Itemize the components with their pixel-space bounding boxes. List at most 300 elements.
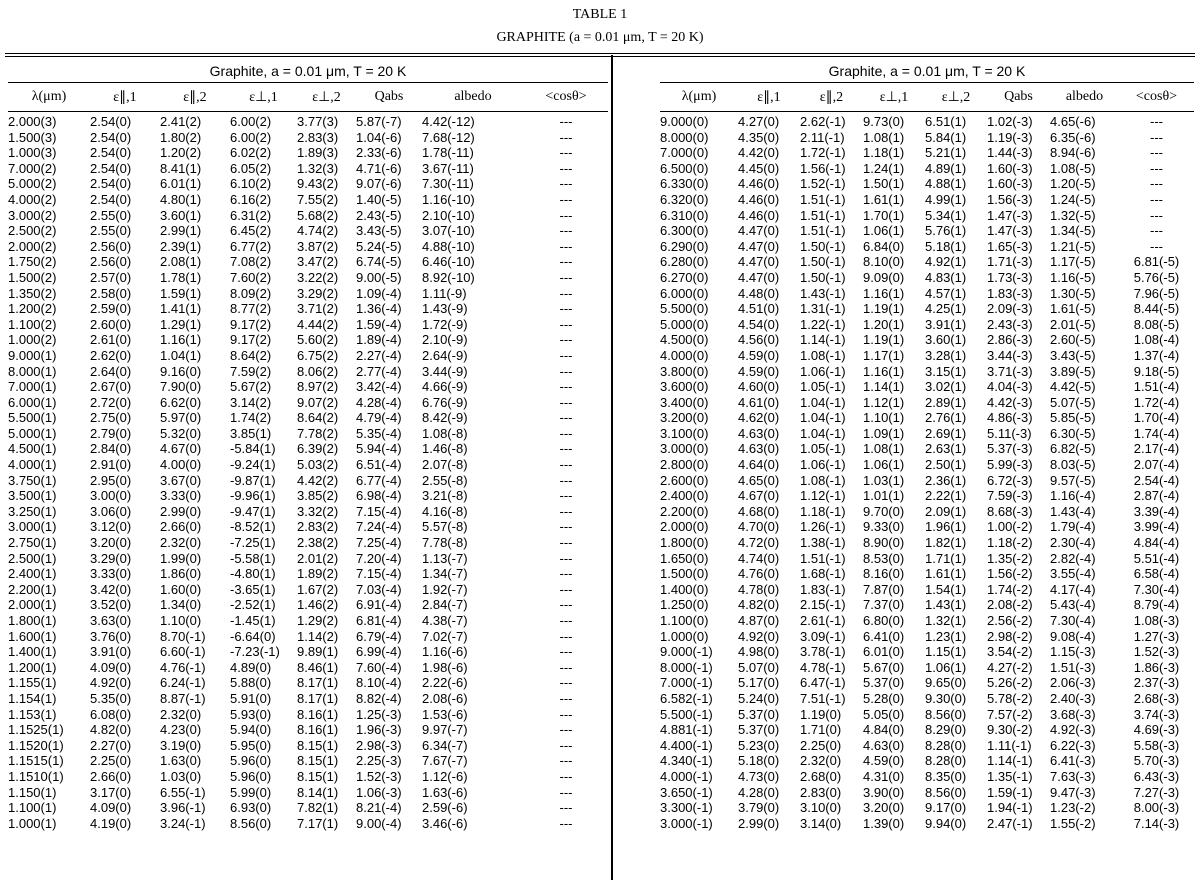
cell-eps-par-2: 2.66(0) (160, 519, 202, 535)
cell-eps-par-2: 6.24(-1) (160, 675, 206, 691)
cell-eps-perp-2: 1.71(1) (925, 550, 967, 566)
cell-qabs: 2.08(-2) (987, 597, 1033, 613)
cell-qabs: 1.83(-3) (987, 285, 1033, 301)
cell-eps-par-1: 4.48(0) (738, 285, 780, 301)
cell-eps-perp-1: 1.09(1) (863, 425, 905, 441)
table-row (8, 145, 608, 161)
cell-lambda: 5.500(1) (8, 410, 57, 426)
cell-albedo: 1.08(-8) (422, 425, 468, 441)
cell-albedo: 2.22(-6) (422, 675, 468, 691)
cell-albedo: 1.43(-9) (422, 301, 468, 317)
cell-cos: 8.79(-4) (1133, 597, 1180, 613)
cell-eps-par-1: 5.37(0) (738, 722, 780, 738)
cell-eps-perp-1: 6.16(2) (230, 191, 272, 207)
cell-eps-perp-1: 8.64(2) (230, 347, 272, 363)
cell-albedo: 4.16(-8) (422, 503, 468, 519)
table-row (8, 364, 608, 380)
cell-lambda: 1.400(1) (8, 644, 57, 660)
cell-eps-perp-1: 1.10(1) (863, 410, 905, 426)
cell-eps-perp-2: 8.46(1) (297, 659, 339, 675)
cell-eps-par-2: 1.86(0) (160, 566, 202, 582)
cell-eps-perp-2: 9.43(2) (297, 176, 339, 192)
cell-cos: --- (559, 254, 573, 270)
table-row (660, 301, 1194, 317)
cell-eps-perp-1: 6.00(2) (230, 114, 272, 129)
cell-lambda: 5.000(1) (8, 425, 57, 441)
table-row (8, 301, 608, 317)
cell-lambda: 3.000(2) (8, 207, 57, 223)
cell-eps-perp-2: 2.83(3) (297, 129, 339, 145)
table-row (660, 410, 1194, 426)
cell-qabs: 4.79(-4) (356, 410, 402, 426)
table-number: TABLE 1 (572, 7, 628, 22)
cell-qabs: 9.00(-5) (356, 269, 402, 285)
cell-eps-perp-2: 5.76(1) (925, 223, 967, 239)
column-header-eps-par-1: ε∥,1 (757, 89, 781, 105)
cell-eps-par-2: 2.08(1) (160, 254, 202, 270)
cell-lambda: 4.340(-1) (660, 753, 713, 769)
cell-eps-par-1: 4.09(0) (90, 800, 132, 816)
cell-eps-par-1: 2.61(0) (90, 332, 132, 348)
cell-eps-perp-2: 1.06(1) (925, 659, 967, 675)
cell-eps-par-1: 4.09(0) (90, 659, 132, 675)
cell-eps-perp-1: 1.03(1) (863, 472, 905, 488)
cell-qabs: 1.44(-3) (987, 145, 1033, 161)
cell-cos: 1.52(-3) (1133, 644, 1180, 660)
cell-eps-par-2: 3.24(-1) (160, 815, 206, 831)
cell-eps-par-1: 4.27(0) (738, 114, 780, 129)
cell-eps-par-1: 3.76(0) (90, 628, 132, 644)
table-row (8, 597, 608, 613)
table-row (8, 457, 608, 473)
cell-eps-perp-2: 3.85(2) (297, 488, 339, 504)
table-row (8, 270, 608, 286)
cell-qabs: 1.35(-1) (987, 768, 1033, 784)
cell-lambda: 5.000(0) (660, 316, 709, 332)
cell-eps-par-2: 1.04(-1) (800, 425, 846, 441)
table-row (8, 254, 608, 270)
cell-qabs: 8.10(-4) (356, 675, 402, 691)
table-row (660, 722, 1194, 738)
cell-eps-par-1: 4.73(0) (738, 768, 780, 784)
cell-eps-perp-2: 8.56(0) (925, 706, 967, 722)
cell-eps-perp-2: 5.03(2) (297, 457, 339, 473)
cell-eps-perp-2: 8.28(0) (925, 737, 967, 753)
cell-albedo: 1.21(-5) (1050, 238, 1096, 254)
cell-eps-perp-2: 2.83(2) (297, 519, 339, 535)
cell-albedo: 4.17(-4) (1050, 581, 1096, 597)
cell-eps-par-1: 4.51(0) (738, 301, 780, 317)
table-row (660, 332, 1194, 348)
cell-albedo: 3.89(-5) (1050, 363, 1096, 379)
cell-eps-par-2: 2.99(0) (160, 503, 202, 519)
cell-eps-par-1: 2.57(0) (90, 269, 132, 285)
cell-eps-perp-1: 5.99(0) (230, 784, 272, 800)
cell-eps-par-1: 4.46(0) (738, 176, 780, 192)
cell-lambda: 6.500(0) (660, 160, 709, 176)
cell-cos: --- (559, 628, 573, 644)
cell-eps-perp-2: 9.30(0) (925, 690, 967, 706)
cell-eps-perp-2: 4.57(1) (925, 285, 967, 301)
cell-cos: --- (559, 488, 573, 504)
cell-eps-par-1: 4.59(0) (738, 363, 780, 379)
cell-qabs: 1.96(-3) (356, 722, 402, 738)
cell-eps-par-2: 1.19(0) (800, 706, 842, 722)
cell-cos: --- (559, 394, 573, 410)
left-panel (8, 61, 608, 831)
cell-cos: 1.08(-4) (1133, 332, 1180, 348)
table-row (8, 753, 608, 769)
cell-cos: --- (559, 238, 573, 254)
cell-eps-perp-1: 4.63(0) (863, 737, 905, 753)
cell-albedo: 2.10(-10) (422, 207, 475, 223)
cell-albedo: 1.78(-11) (422, 145, 474, 161)
cell-eps-perp-1: 5.94(0) (230, 722, 272, 738)
cell-cos: --- (559, 784, 573, 800)
cell-lambda: 2.800(0) (660, 457, 709, 473)
cell-cos: --- (1150, 176, 1163, 192)
cell-qabs: 5.26(-2) (987, 675, 1033, 691)
cell-albedo: 1.16(-5) (1050, 269, 1096, 285)
cell-eps-par-2: 1.51(-1) (800, 550, 846, 566)
cell-eps-perp-2: 1.14(2) (297, 628, 339, 644)
cell-eps-par-1: 3.63(0) (90, 613, 132, 628)
cell-cos: --- (559, 675, 573, 691)
cell-cos: --- (559, 566, 573, 582)
cell-eps-perp-2: 8.17(1) (297, 675, 339, 691)
cell-eps-par-2: 1.14(-1) (800, 332, 846, 348)
cell-eps-par-2: 1.16(1) (160, 332, 202, 348)
cell-albedo: 9.57(-5) (1050, 472, 1096, 488)
cell-eps-perp-1: 3.20(0) (863, 800, 905, 816)
cell-albedo: 2.10(-9) (422, 332, 468, 348)
table-row (660, 597, 1194, 613)
cell-eps-perp-2: 8.29(0) (925, 722, 967, 738)
cell-eps-perp-2: 1.32(3) (297, 160, 339, 176)
cell-qabs: 9.00(-4) (356, 815, 402, 831)
cell-cos: --- (559, 441, 573, 457)
cell-eps-perp-1: 4.84(0) (863, 722, 905, 738)
cell-qabs: 1.19(-3) (987, 129, 1033, 145)
cell-cos: --- (559, 363, 573, 379)
cell-eps-par-2: 1.05(-1) (800, 379, 846, 395)
cell-qabs: 2.09(-3) (987, 301, 1033, 317)
cell-eps-par-2: 2.99(1) (160, 223, 202, 239)
cell-cos: --- (559, 800, 573, 816)
cell-qabs: 1.60(-3) (987, 160, 1033, 176)
cell-albedo: 1.13(-7) (422, 550, 468, 566)
cell-albedo: 1.51(-3) (1050, 659, 1096, 675)
cell-eps-perp-2: 8.35(0) (925, 768, 967, 784)
cell-eps-perp-2: 1.23(1) (925, 628, 967, 644)
cell-cos: --- (1150, 207, 1163, 223)
cell-eps-perp-1: 5.88(0) (230, 675, 272, 691)
cell-eps-perp-1: 1.19(1) (863, 301, 905, 317)
cell-eps-perp-2: 8.06(2) (297, 363, 339, 379)
table-row (8, 223, 608, 239)
table-row (8, 551, 608, 567)
cell-albedo: 3.68(-3) (1050, 706, 1096, 722)
table-row (660, 379, 1194, 395)
cell-lambda: 1.1520(1) (8, 737, 64, 753)
cell-albedo: 6.34(-7) (422, 737, 468, 753)
cell-qabs: 9.07(-6) (356, 176, 402, 192)
cell-eps-perp-1: 5.67(2) (230, 379, 272, 395)
cell-cos: --- (559, 301, 573, 317)
cell-lambda: 7.000(0) (660, 145, 709, 161)
cell-albedo: 7.02(-7) (422, 628, 468, 644)
cell-cos: --- (559, 644, 573, 660)
cell-lambda: 4.500(0) (660, 332, 709, 348)
table-row (660, 707, 1194, 723)
cell-qabs: 2.77(-4) (356, 363, 402, 379)
cell-eps-par-2: 1.08(-1) (800, 347, 846, 363)
cell-albedo: 1.20(-5) (1050, 176, 1096, 192)
cell-eps-par-2: 1.59(1) (160, 285, 202, 301)
table-row (8, 800, 608, 816)
cell-qabs: 1.04(-6) (356, 129, 402, 145)
cell-eps-perp-1: 6.80(0) (863, 613, 905, 628)
cell-eps-perp-2: 5.84(1) (925, 129, 967, 145)
cell-lambda: 7.000(2) (8, 160, 57, 176)
cell-eps-par-1: 3.00(0) (90, 488, 132, 504)
right-panel (660, 61, 1194, 831)
cell-eps-par-2: 4.00(0) (160, 457, 202, 473)
cell-eps-par-2: 1.60(0) (160, 581, 202, 597)
cell-albedo: 1.61(-5) (1050, 301, 1096, 317)
cell-albedo: 2.08(-6) (422, 690, 468, 706)
cell-albedo: 6.35(-6) (1050, 129, 1096, 145)
cell-qabs: 5.35(-4) (356, 425, 402, 441)
cell-cos: 3.39(-4) (1133, 503, 1180, 519)
cell-eps-par-2: 1.34(0) (160, 597, 202, 613)
cell-eps-par-1: 3.20(0) (90, 535, 132, 551)
cell-cos: 7.27(-3) (1133, 784, 1180, 800)
cell-eps-perp-2: 6.75(2) (297, 347, 339, 363)
cell-albedo: 1.24(-5) (1050, 191, 1096, 207)
cell-qabs: 1.25(-3) (356, 706, 402, 722)
cell-lambda: 3.500(1) (8, 488, 57, 504)
cell-eps-perp-2: 8.14(1) (297, 784, 339, 800)
cell-cos: 2.68(-3) (1133, 690, 1180, 706)
table-row (8, 707, 608, 723)
table-row (8, 613, 608, 629)
cell-eps-perp-1: 6.05(2) (230, 160, 272, 176)
cell-qabs: 2.86(-3) (987, 332, 1033, 348)
cell-qabs: 1.09(-4) (356, 285, 402, 301)
cell-qabs: 8.82(-4) (356, 690, 402, 706)
cell-eps-perp-1: 1.61(1) (863, 191, 905, 207)
cell-eps-par-1: 4.82(0) (90, 722, 132, 738)
cell-qabs: 4.28(-4) (356, 394, 402, 410)
cell-albedo: 9.97(-7) (422, 722, 468, 738)
cell-cos: --- (559, 191, 573, 207)
column-header-eps-par-2: ε∥,2 (183, 89, 207, 105)
cell-eps-par-2: 1.71(0) (800, 722, 842, 738)
cell-eps-par-1: 3.17(0) (90, 784, 132, 800)
cell-eps-perp-2: 2.22(1) (925, 488, 967, 504)
cell-lambda: 1.500(2) (8, 269, 57, 285)
cell-albedo: 1.11(-9) (422, 285, 467, 301)
cell-eps-par-2: 1.80(2) (160, 129, 202, 145)
cell-eps-par-1: 4.64(0) (738, 457, 780, 473)
cell-eps-par-1: 5.24(0) (738, 690, 780, 706)
cell-eps-perp-2: 3.87(2) (297, 238, 339, 254)
cell-eps-perp-1: 8.53(0) (863, 550, 905, 566)
table-row (660, 254, 1194, 270)
cell-eps-perp-2: 9.94(0) (925, 815, 967, 831)
cell-qabs: 7.15(-4) (356, 503, 402, 519)
cell-cos: --- (559, 722, 573, 738)
cell-eps-par-2: 1.52(-1) (800, 176, 846, 192)
table-row (8, 535, 608, 551)
header-row (8, 83, 608, 112)
cell-eps-perp-1: 5.95(0) (230, 737, 272, 753)
cell-eps-perp-1: 6.31(2) (230, 207, 272, 223)
cell-albedo: 1.16(-10) (422, 191, 475, 207)
cell-eps-perp-2: 3.60(1) (925, 332, 967, 348)
cell-lambda: 3.600(0) (660, 379, 709, 395)
cell-eps-perp-1: 9.17(2) (230, 332, 272, 348)
cell-qabs: 6.77(-4) (356, 472, 402, 488)
cell-eps-par-1: 2.60(0) (90, 316, 132, 332)
cell-lambda: 5.000(2) (8, 176, 57, 192)
cell-eps-par-2: 1.83(-1) (800, 581, 846, 597)
table-row (660, 395, 1194, 411)
cell-albedo: 2.60(-5) (1050, 332, 1096, 348)
cell-eps-par-1: 3.33(0) (90, 566, 132, 582)
cell-qabs: 6.91(-4) (356, 597, 402, 613)
cell-lambda: 4.000(2) (8, 191, 57, 207)
cell-cos: 2.07(-4) (1133, 457, 1180, 473)
cell-lambda: 1.600(1) (8, 628, 57, 644)
cell-eps-par-2: 2.68(0) (800, 768, 842, 784)
cell-eps-perp-1: 7.37(0) (863, 597, 905, 613)
cell-eps-perp-2: 8.64(2) (297, 410, 339, 426)
cell-eps-perp-2: 4.92(1) (925, 254, 967, 270)
cell-qabs: 7.57(-2) (987, 706, 1033, 722)
cell-lambda: 4.500(1) (8, 441, 57, 457)
cell-eps-par-2: 2.32(0) (160, 535, 202, 551)
cell-qabs: 1.65(-3) (987, 238, 1033, 254)
table-row (8, 410, 608, 426)
cell-lambda: 6.300(0) (660, 223, 709, 239)
cell-qabs: 1.71(-3) (987, 254, 1033, 270)
cell-qabs: 1.74(-2) (987, 581, 1033, 597)
cell-eps-par-2: 4.78(-1) (800, 659, 846, 675)
cell-eps-par-1: 2.54(0) (90, 114, 132, 129)
cell-albedo: 6.76(-9) (422, 394, 468, 410)
cell-eps-perp-2: 3.02(1) (925, 379, 967, 395)
cell-qabs: 3.44(-3) (987, 347, 1033, 363)
cell-eps-perp-2: 9.65(0) (925, 675, 967, 691)
cell-eps-perp-2: 9.17(0) (925, 800, 967, 816)
cell-lambda: 1.350(2) (8, 285, 57, 301)
cell-qabs: 7.25(-4) (356, 535, 402, 551)
cell-cos: --- (559, 659, 573, 675)
cell-qabs: 1.11(-1) (987, 737, 1032, 753)
table-row (660, 769, 1194, 785)
cell-eps-par-2: 1.18(-1) (800, 503, 846, 519)
cell-eps-par-2: 4.76(-1) (160, 659, 206, 675)
cell-eps-par-1: 5.37(0) (738, 706, 780, 722)
cell-lambda: 2.200(1) (8, 581, 57, 597)
cell-qabs: 6.99(-4) (356, 644, 402, 660)
cell-qabs: 2.27(-4) (356, 347, 402, 363)
cell-eps-par-2: 2.32(0) (160, 706, 202, 722)
cell-lambda: 2.500(1) (8, 550, 57, 566)
cell-eps-par-1: 3.12(0) (90, 519, 132, 535)
cell-eps-par-2: 6.60(-1) (160, 644, 206, 660)
cell-lambda: 2.750(1) (8, 535, 57, 551)
cell-eps-perp-1: 5.67(0) (863, 659, 905, 675)
cell-qabs: 1.60(-3) (987, 176, 1033, 192)
cell-eps-perp-1: -9.24(1) (230, 457, 276, 473)
cell-lambda: 2.600(0) (660, 472, 709, 488)
cell-albedo: 1.79(-4) (1050, 519, 1096, 535)
cell-eps-par-1: 4.72(0) (738, 535, 780, 551)
cell-eps-par-2: 1.56(-1) (800, 160, 846, 176)
table-row (660, 176, 1194, 192)
cell-qabs: 1.52(-3) (356, 768, 402, 784)
cell-eps-perp-2: 1.89(2) (297, 566, 339, 582)
column-header-lambda: λ(μm) (31, 89, 67, 104)
cell-eps-par-2: 1.51(-1) (800, 223, 846, 239)
cell-eps-par-2: 1.04(1) (160, 347, 202, 363)
cell-qabs: 2.56(-2) (987, 613, 1033, 628)
cell-albedo: 3.43(-5) (1050, 347, 1096, 363)
cell-albedo: 3.67(-11) (422, 160, 474, 176)
cell-lambda: 6.000(1) (8, 394, 57, 410)
cell-eps-perp-2: 1.32(1) (925, 613, 967, 628)
cell-qabs: 7.20(-4) (356, 550, 402, 566)
cell-qabs: 5.99(-3) (987, 457, 1033, 473)
cell-cos: 2.17(-4) (1133, 441, 1180, 457)
cell-cos: --- (559, 285, 573, 301)
cell-albedo: 3.55(-4) (1050, 566, 1096, 582)
cell-eps-par-1: 2.67(0) (90, 379, 132, 395)
header-row (660, 83, 1194, 112)
cell-eps-par-1: 2.91(0) (90, 457, 132, 473)
cell-qabs: 5.24(-5) (356, 238, 402, 254)
cell-qabs: 6.72(-3) (987, 472, 1033, 488)
cell-eps-par-2: 1.31(-1) (800, 301, 846, 317)
cell-eps-par-2: 1.20(2) (160, 145, 202, 161)
cell-albedo: 1.17(-5) (1050, 254, 1096, 270)
cell-qabs: 8.21(-4) (356, 800, 402, 816)
cell-cos: --- (559, 145, 573, 161)
cell-albedo: 5.43(-4) (1050, 597, 1096, 613)
cell-lambda: 1.000(1) (8, 815, 57, 831)
cell-lambda: 1.100(0) (660, 613, 709, 628)
cell-eps-perp-1: 1.50(1) (863, 176, 905, 192)
cell-eps-perp-1: 1.06(1) (863, 457, 905, 473)
cell-eps-perp-1: 6.02(2) (230, 145, 272, 161)
cell-eps-perp-1: -6.64(0) (230, 628, 276, 644)
cell-eps-par-2: 9.16(0) (160, 363, 202, 379)
cell-albedo: 5.85(-5) (1050, 410, 1096, 426)
cell-eps-perp-1: 6.84(0) (863, 238, 905, 254)
cell-qabs: 6.51(-4) (356, 457, 402, 473)
table-row (660, 675, 1194, 691)
cell-albedo: 1.08(-5) (1050, 160, 1096, 176)
cell-cos: --- (559, 269, 573, 285)
cell-eps-perp-1: 4.89(0) (230, 659, 272, 675)
cell-eps-perp-1: 8.90(0) (863, 535, 905, 551)
cell-eps-par-1: 3.52(0) (90, 597, 132, 613)
cell-cos: 8.00(-3) (1133, 800, 1180, 816)
cell-eps-par-2: 2.25(0) (800, 737, 842, 753)
